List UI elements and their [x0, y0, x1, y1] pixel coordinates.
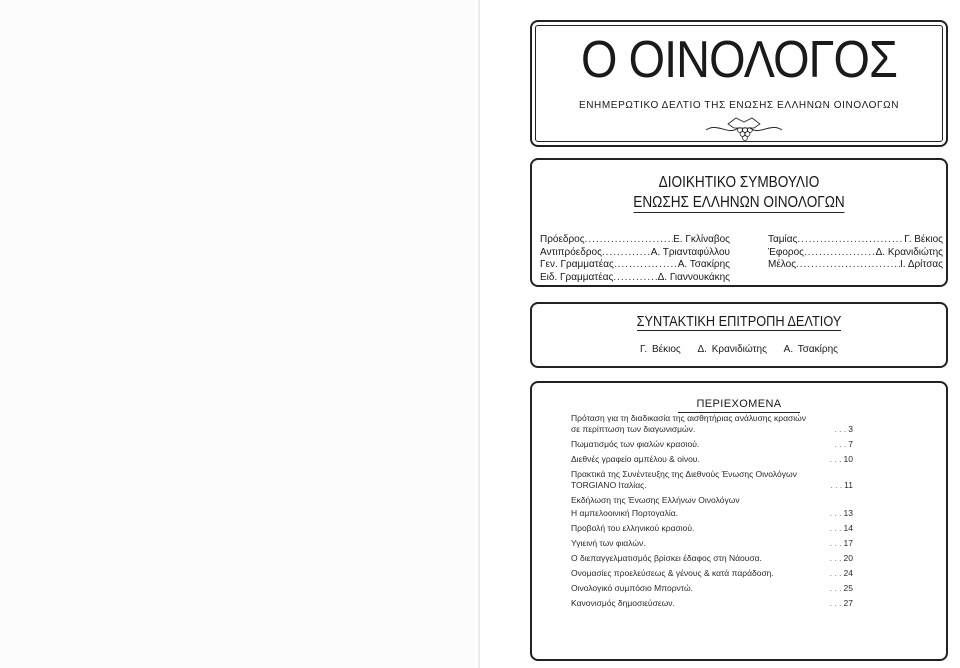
- toc-item: Πρακτικά της Συνέντευξης της Διεθνούς Ένωσης Οινολόγων TORGIANO Ιταλίας. . . . 11: [571, 469, 853, 491]
- masthead-box: [530, 20, 948, 147]
- board-roles-right: [768, 234, 943, 272]
- toc-item: Οινολογικό συμπόσιο Μπορντώ. . . . 25: [571, 583, 853, 594]
- toc-item: Ο διεπαγγελματισμός βρίσκει έδαφος στη Νάουσα. . . . 20: [571, 553, 853, 564]
- board-role-row: Γεν. Γραμματέας ..... Α. Τσακίρης: [540, 259, 730, 272]
- board-subtitle: ΕΝΩΣΗΣ ΕΛΛΗΝΩΝ ΟΙΝΟΛΟΓΩΝ: [633, 194, 845, 211]
- toc-item: Ονομασίες προελεύσεως & γένους & κατά παράδοση. . . . 24: [571, 568, 853, 579]
- editorial-member: Γ. Βέκιος: [640, 344, 681, 355]
- board-role-row: Ταμίας ..... Γ. Βέκιος: [768, 234, 943, 247]
- toc-item: Προβολή του ελληνικού κρασιού. . . . 14: [571, 523, 853, 534]
- publication-subtitle: ΕΝΗΜΕΡΩΤΙΚΟ ΔΕΛΤΙΟ ΤΗΣ ΕΝΩΣΗΣ ΕΛΛΗΝΩΝ ΟΙΝΟΛΟΓΩΝ: [578, 100, 900, 111]
- editorial-box: [530, 302, 948, 368]
- board-roles-left: [540, 234, 730, 284]
- editorial-title: ΣΥΝΤΑΚΤΙΚΗ ΕΠΙΤΡΟΠΗ ΔΕΛΤΙΟΥ: [636, 313, 842, 330]
- board-title: ΔΙΟΙΚΗΤΙΚΟ ΣΥΜΒΟΥΛΙΟ: [658, 174, 820, 191]
- toc-item: Η αμπελοοινική Πορτογαλία. . . . 13: [571, 508, 853, 519]
- toc-item: Εκδήλωση της Ένωσης Ελλήνων Οινολόγων: [571, 495, 740, 505]
- board-role-row: Αντιπρόεδρος ..... Α. Τριανταφύλλου: [540, 247, 730, 260]
- toc-item: Πωματισμός των φιαλών κρασιού. . . . 7: [571, 439, 853, 450]
- board-role-row: Μέλος ..... Ι. Δρίτσας: [768, 259, 943, 272]
- toc-item: Πρόταση για τη διαδικασία της αισθητήριας ανάλυσης κρασιών σε περίπτωση των διαγωνισμών. . . . 3: [571, 413, 853, 435]
- table-of-contents: [571, 413, 853, 613]
- board-box: [530, 158, 948, 287]
- contents-box: [530, 381, 948, 661]
- board-role-row: Έφορος ..... Δ. Κρανιδιώτης: [768, 247, 943, 260]
- editorial-member: Δ. Κρανιδιώτης: [697, 344, 767, 355]
- toc-item: Υγιεινή των φιαλών. . . . 17: [571, 538, 853, 549]
- contents-title: ΠΕΡΙΕΧΟΜΕΝΑ: [532, 398, 946, 410]
- board-role-row: Ειδ. Γραμματέας ..... Δ. Γιαννουκάκης: [540, 272, 730, 285]
- publication-title: Ο ΟΙΝΟΛΟΓΟΣ: [580, 31, 898, 89]
- toc-item: Διεθνές γραφείο αμπέλου & οίνου. . . . 10: [571, 454, 853, 465]
- toc-item: Κανονισμός δημοσιεύσεων. . . . 27: [571, 598, 853, 609]
- editorial-members: [532, 344, 946, 355]
- blank-left-page: [0, 0, 475, 668]
- grape-vine-icon: [704, 116, 784, 142]
- board-role-row: Πρόεδρος ..... Ε. Γκλίναβος: [540, 234, 730, 247]
- editorial-member: Α. Τσακίρης: [783, 344, 838, 355]
- page-fold: [478, 0, 480, 668]
